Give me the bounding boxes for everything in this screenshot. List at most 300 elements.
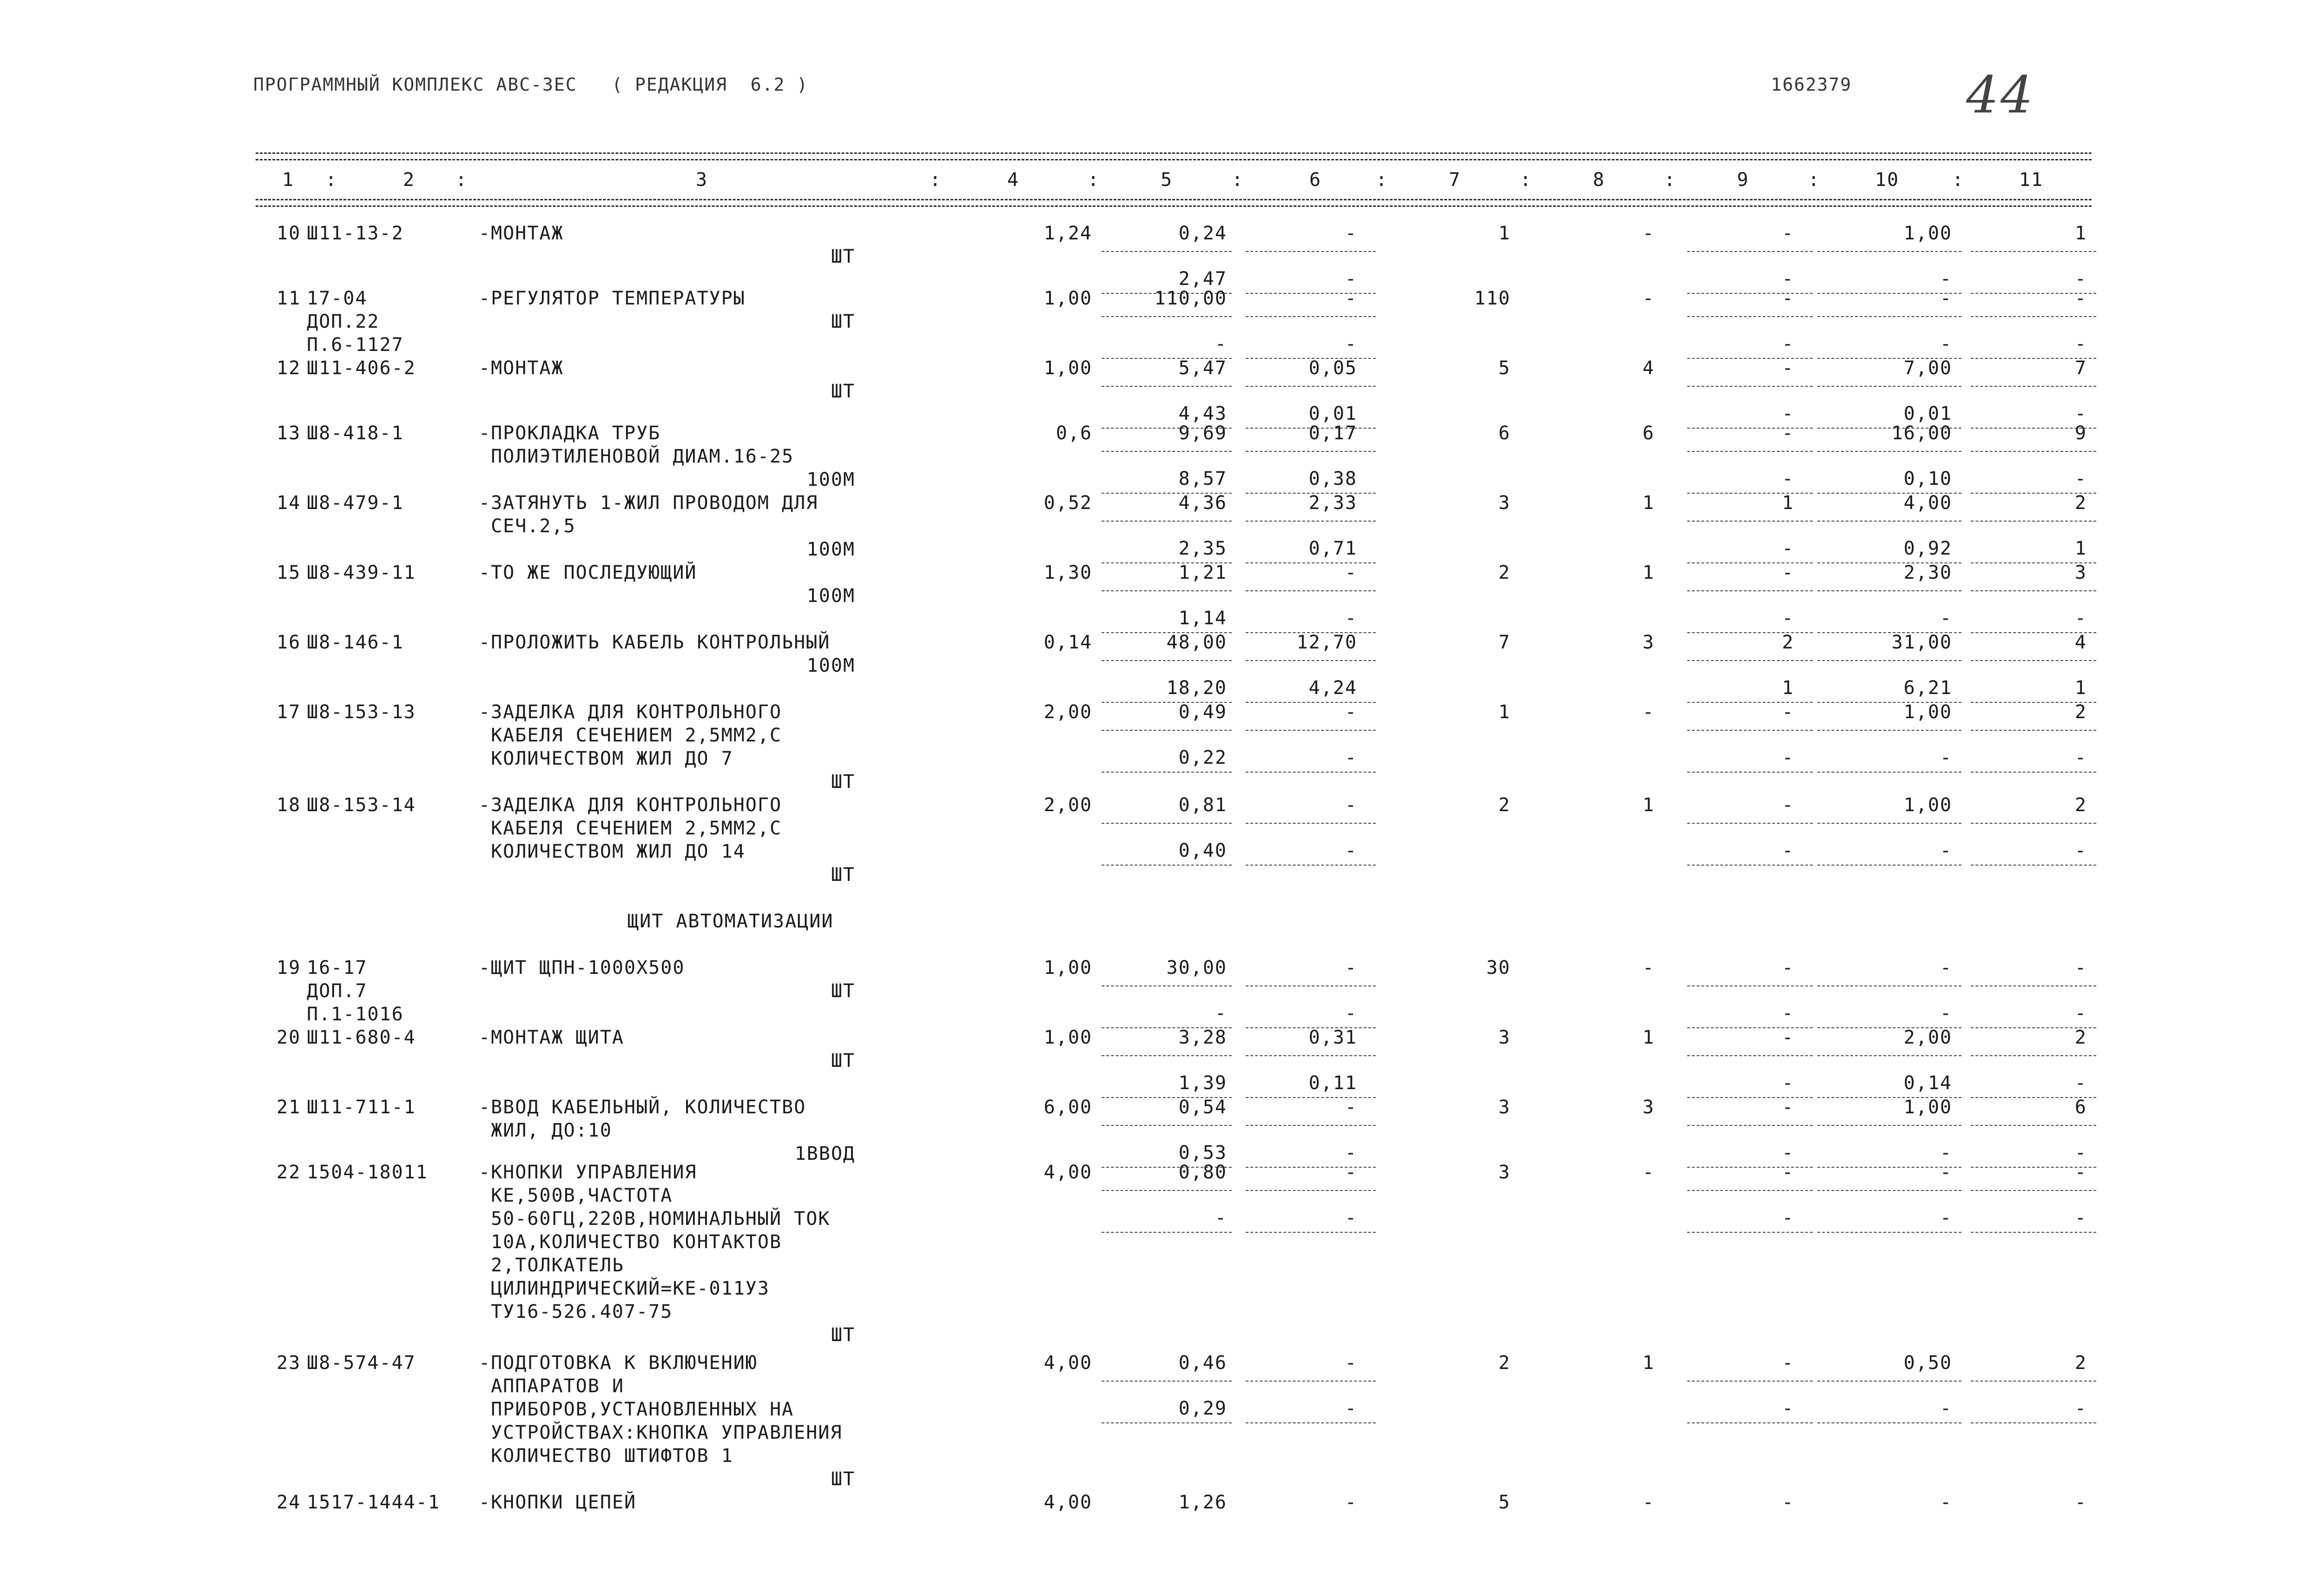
row-c6-divider xyxy=(1246,1190,1376,1191)
row-unit: ШТ xyxy=(831,864,855,886)
row-c11-value-1: 2 xyxy=(2074,492,2087,514)
row-c5-divider xyxy=(1102,590,1232,591)
row-code: Ш8-146-1 xyxy=(307,632,404,653)
row-c10-divider xyxy=(1817,985,1961,986)
row-c9-divider xyxy=(1687,590,1813,591)
row-c5-value-1: 1,26 xyxy=(1178,1492,1227,1513)
column-separator-7: : xyxy=(1520,169,1532,191)
row-number: 16 xyxy=(277,632,301,653)
document-code: 1662379 xyxy=(1771,74,1852,95)
row-c11-value-2: - xyxy=(2074,1072,2087,1094)
row-col8-value: 3 xyxy=(1642,1097,1655,1118)
row-c9-value-1: - xyxy=(1782,957,1794,979)
row-c6-value-1: - xyxy=(1345,562,1357,583)
row-c5-value-2: - xyxy=(1215,333,1227,355)
row-c9-value-2: - xyxy=(1782,538,1794,559)
row-c10-value-1: 1,00 xyxy=(1903,794,1952,816)
row-c11-divider xyxy=(1971,251,2096,252)
row-description: 50-60ГЦ,220В,НОМИНАЛЬНЫЙ ТОК xyxy=(479,1208,831,1230)
column-separator-4: : xyxy=(1088,169,1100,191)
row-c5-value-1: 110,00 xyxy=(1154,288,1227,309)
row-c11-value-2: - xyxy=(2074,1207,2087,1229)
row-description: 10А,КОЛИЧЕСТВО КОНТАКТОВ xyxy=(479,1231,782,1253)
row-col7-value: 7 xyxy=(1498,632,1511,653)
row-c6-divider xyxy=(1246,1125,1376,1126)
row-code: Ш11-711-1 xyxy=(307,1097,416,1118)
row-col7-value: 2 xyxy=(1498,794,1511,816)
row-code: Ш8-153-13 xyxy=(307,701,416,723)
row-col8-value: - xyxy=(1642,701,1655,723)
row-c9-value-1: - xyxy=(1782,357,1794,379)
row-c6-divider xyxy=(1246,521,1376,522)
row-c11-value-2: - xyxy=(2074,1398,2087,1419)
handwritten-page-number: 44 xyxy=(1966,65,2035,125)
row-code: Ш11-406-2 xyxy=(307,357,416,379)
row-c10-value-2: 0,01 xyxy=(1903,403,1952,424)
row-c6-divider-lower xyxy=(1246,865,1376,866)
row-number: 15 xyxy=(277,562,301,583)
row-c6-value-1: - xyxy=(1345,1162,1357,1183)
row-description: -РЕГУЛЯТОР ТЕМПЕРАТУРЫ xyxy=(479,288,746,309)
row-c10-value-2: - xyxy=(1940,1003,1952,1024)
row-c11-value-1: 1 xyxy=(2074,223,2087,244)
row-description: -МОНТАЖ ЩИТА xyxy=(479,1027,624,1048)
row-c10-value-2: - xyxy=(1940,1207,1952,1229)
row-c9-divider xyxy=(1687,1381,1813,1382)
row-c5-value-1: 0,80 xyxy=(1178,1162,1227,1183)
row-c11-value-1: - xyxy=(2074,957,2087,979)
row-c11-divider xyxy=(1971,316,2096,317)
row-description: ТУ16-526.407-75 xyxy=(479,1301,673,1322)
row-c5-divider xyxy=(1102,730,1232,731)
row-c9-divider xyxy=(1687,451,1813,452)
row-c11-divider xyxy=(1971,386,2096,387)
row-coefficient: 1,24 xyxy=(1043,223,1092,244)
row-c11-divider xyxy=(1971,1190,2096,1191)
row-c10-value-2: - xyxy=(1940,840,1952,861)
row-c11-divider xyxy=(1971,521,2096,522)
row-c10-value-2: - xyxy=(1940,333,1952,355)
row-coefficient: 2,00 xyxy=(1043,794,1092,816)
row-col8-value: 3 xyxy=(1642,632,1655,653)
row-c11-value-2: - xyxy=(2074,608,2087,629)
row-c10-value-1: - xyxy=(1940,957,1952,979)
row-number: 19 xyxy=(277,957,301,979)
row-col7-value: 1 xyxy=(1498,701,1511,723)
row-c6-value-1: 12,70 xyxy=(1296,632,1357,653)
row-c5-value-1: 0,54 xyxy=(1178,1097,1227,1118)
row-c10-divider xyxy=(1817,1055,1961,1056)
row-code: 17-04 xyxy=(307,288,368,309)
row-unit: ШТ xyxy=(831,311,855,332)
row-c10-divider-lower xyxy=(1817,1232,1961,1233)
row-c11-value-1: 2 xyxy=(2074,794,2087,816)
row-description: ПОЛИЭТИЛЕНОВОЙ ДИАМ.16-25 xyxy=(479,446,794,467)
row-c11-divider xyxy=(1971,590,2096,591)
row-c5-value-1: 3,28 xyxy=(1178,1027,1227,1048)
row-c10-value-2: - xyxy=(1940,268,1952,290)
column-header-6: 6 xyxy=(1309,169,1322,191)
row-code: 1517-1444-1 xyxy=(307,1492,440,1513)
row-c5-divider xyxy=(1102,1381,1232,1382)
row-c9-divider xyxy=(1687,1055,1813,1056)
row-c6-value-2: - xyxy=(1345,608,1357,629)
row-c6-value-1: 2,33 xyxy=(1308,492,1357,514)
row-c5-value-1: 48,00 xyxy=(1166,632,1227,653)
row-c11-value-2: - xyxy=(2074,268,2087,290)
header-rule-bottom-2 xyxy=(256,205,2092,207)
row-c5-divider xyxy=(1102,823,1232,824)
row-c9-value-2: - xyxy=(1782,1142,1794,1164)
row-c9-divider xyxy=(1687,1190,1813,1191)
row-c6-value-2: 4,24 xyxy=(1308,677,1357,699)
row-c10-divider xyxy=(1817,660,1961,661)
row-c9-value-1: - xyxy=(1782,562,1794,583)
row-c9-value-2: - xyxy=(1782,1003,1794,1024)
column-separator-9: : xyxy=(1808,169,1821,191)
row-c5-value-1: 0,46 xyxy=(1178,1352,1227,1374)
row-c6-value-1: - xyxy=(1345,223,1357,244)
row-col7-value: 3 xyxy=(1498,1162,1511,1183)
row-description: УСТРОЙСТВАХ:КНОПКА УПРАВЛЕНИЯ xyxy=(479,1422,843,1443)
row-coefficient: 0,52 xyxy=(1043,492,1092,514)
row-code: Ш11-13-2 xyxy=(307,223,404,244)
row-number: 11 xyxy=(277,288,301,309)
row-col8-value: 1 xyxy=(1642,1352,1655,1374)
row-c9-value-2: - xyxy=(1782,1072,1794,1094)
row-c10-value-1: - xyxy=(1940,288,1952,309)
row-c11-value-2: - xyxy=(2074,1003,2087,1024)
row-c11-value-2: - xyxy=(2074,1142,2087,1164)
row-description: -ЗАТЯНУТЬ 1-ЖИЛ ПРОВОДОМ ДЛЯ xyxy=(479,492,819,514)
column-header-11: 11 xyxy=(2019,169,2044,191)
row-description: -МОНТАЖ xyxy=(479,223,564,244)
row-coefficient: 2,00 xyxy=(1043,701,1092,723)
row-c6-value-1: - xyxy=(1345,1492,1357,1513)
row-description: СЕЧ.2,5 xyxy=(479,516,576,537)
row-description: -ПРОКЛАДКА ТРУБ xyxy=(479,423,661,444)
row-c9-value-1: - xyxy=(1782,1352,1794,1374)
row-c10-divider xyxy=(1817,1125,1961,1126)
row-coefficient: 4,00 xyxy=(1043,1352,1092,1374)
row-code: Ш8-418-1 xyxy=(307,423,404,444)
row-c5-divider xyxy=(1102,985,1232,986)
row-c6-value-1: - xyxy=(1345,794,1357,816)
row-c6-value-1: - xyxy=(1345,701,1357,723)
row-col8-value: 4 xyxy=(1642,357,1655,379)
row-c6-divider xyxy=(1246,985,1376,986)
row-c10-divider xyxy=(1817,1190,1961,1191)
row-c11-value-2: - xyxy=(2074,468,2087,489)
row-unit: 100М xyxy=(806,539,855,560)
row-description: ПРИБОРОВ,УСТАНОВЛЕННЫХ НА xyxy=(479,1399,794,1420)
row-coefficient: 0,14 xyxy=(1043,632,1092,653)
row-c5-divider xyxy=(1102,451,1232,452)
column-header-1: 1 xyxy=(282,169,295,191)
row-unit: ШТ xyxy=(831,771,855,793)
row-c5-value-1: 1,21 xyxy=(1178,562,1227,583)
row-c11-value-1: - xyxy=(2074,288,2087,309)
row-c5-divider-lower xyxy=(1102,865,1232,866)
row-coefficient: 1,00 xyxy=(1043,957,1092,979)
row-c10-value-2: - xyxy=(1940,1398,1952,1419)
row-number: 10 xyxy=(277,223,301,244)
row-c10-divider xyxy=(1817,451,1961,452)
row-col8-value: 6 xyxy=(1642,423,1655,444)
column-separator-3: : xyxy=(930,169,942,191)
row-c10-divider xyxy=(1817,251,1961,252)
row-code: П.1-1016 xyxy=(307,1004,404,1025)
row-c11-value-1: 2 xyxy=(2074,1352,2087,1374)
row-c6-divider xyxy=(1246,451,1376,452)
row-c11-divider xyxy=(1971,1125,2096,1126)
row-c10-value-2: - xyxy=(1940,1142,1952,1164)
header-rule-top-2 xyxy=(256,159,2092,160)
row-c5-divider xyxy=(1102,1190,1232,1191)
row-c10-divider-lower xyxy=(1817,772,1961,773)
row-c9-value-1: - xyxy=(1782,1162,1794,1183)
row-c6-divider xyxy=(1246,823,1376,824)
row-code: 1504-18011 xyxy=(307,1162,428,1183)
row-c9-value-1: 1 xyxy=(1782,492,1794,514)
row-c9-value-2: - xyxy=(1782,333,1794,355)
row-c5-divider xyxy=(1102,251,1232,252)
row-c5-divider xyxy=(1102,386,1232,387)
row-description: ЖИЛ, ДО:10 xyxy=(479,1120,612,1141)
row-c11-divider xyxy=(1971,730,2096,731)
row-c10-divider xyxy=(1817,823,1961,824)
row-coefficient: 4,00 xyxy=(1043,1492,1092,1513)
row-c5-value-2: 0,29 xyxy=(1178,1398,1227,1419)
row-c10-value-2: 0,10 xyxy=(1903,468,1952,489)
row-number: 23 xyxy=(277,1352,301,1374)
row-c11-value-1: - xyxy=(2074,1492,2087,1513)
row-c6-divider-lower xyxy=(1246,1232,1376,1233)
row-c6-divider xyxy=(1246,590,1376,591)
row-coefficient: 4,00 xyxy=(1043,1162,1092,1183)
row-col8-value: 1 xyxy=(1642,1027,1655,1048)
row-coefficient: 1,30 xyxy=(1043,562,1092,583)
row-c10-value-1: 0,50 xyxy=(1903,1352,1952,1374)
row-c5-value-2: 2,35 xyxy=(1178,538,1227,559)
row-c5-divider xyxy=(1102,521,1232,522)
row-c6-divider xyxy=(1246,730,1376,731)
row-coefficient: 6,00 xyxy=(1043,1097,1092,1118)
row-c9-value-2: - xyxy=(1782,608,1794,629)
row-c9-value-2: - xyxy=(1782,403,1794,424)
row-coefficient: 1,00 xyxy=(1043,1027,1092,1048)
row-col8-value: 1 xyxy=(1642,492,1655,514)
row-c6-value-2: - xyxy=(1345,1003,1357,1024)
row-c6-value-1: - xyxy=(1345,1352,1357,1374)
column-header-3: 3 xyxy=(695,169,708,191)
row-c10-divider xyxy=(1817,590,1961,591)
row-col7-value: 5 xyxy=(1498,1492,1511,1513)
row-c9-value-1: - xyxy=(1782,1492,1794,1513)
row-c9-divider xyxy=(1687,660,1813,661)
row-unit: ШТ xyxy=(831,980,855,1002)
row-c6-value-1: - xyxy=(1345,957,1357,979)
row-col8-value: - xyxy=(1642,288,1655,309)
row-col7-value: 5 xyxy=(1498,357,1511,379)
header-rule-bottom xyxy=(256,199,2092,200)
column-separator-5: : xyxy=(1232,169,1244,191)
row-col8-value: - xyxy=(1642,1162,1655,1183)
row-c5-value-1: 5,47 xyxy=(1178,357,1227,379)
column-separator-1: : xyxy=(325,169,338,191)
row-c5-divider xyxy=(1102,1055,1232,1056)
row-c11-divider-lower xyxy=(1971,1232,2096,1233)
row-description: АППАРАТОВ И xyxy=(479,1375,624,1397)
row-c11-divider-lower xyxy=(1971,772,2096,773)
row-description: -ЩИТ ЩПН-1000Х500 xyxy=(479,957,685,979)
row-c11-value-1: 3 xyxy=(2074,562,2087,583)
row-c10-divider xyxy=(1817,730,1961,731)
row-c5-value-2: 0,40 xyxy=(1178,840,1227,861)
row-c5-value-2: 1,39 xyxy=(1178,1072,1227,1094)
row-c9-value-2: 1 xyxy=(1782,677,1794,699)
row-c10-value-2: - xyxy=(1940,608,1952,629)
row-c5-divider-lower xyxy=(1102,1422,1232,1423)
row-col8-value: 1 xyxy=(1642,794,1655,816)
row-c9-value-1: - xyxy=(1782,1097,1794,1118)
row-c5-value-2: 4,43 xyxy=(1178,403,1227,424)
column-header-7: 7 xyxy=(1448,169,1461,191)
row-c10-value-1: - xyxy=(1940,1492,1952,1513)
row-c6-value-2: - xyxy=(1345,1207,1357,1229)
row-code: П.6-1127 xyxy=(307,334,404,356)
row-c11-divider xyxy=(1971,1055,2096,1056)
row-c11-value-1: 2 xyxy=(2074,701,2087,723)
header-rule-top xyxy=(256,152,2092,154)
row-c11-value-1: 4 xyxy=(2074,632,2087,653)
row-c9-divider xyxy=(1687,823,1813,824)
row-unit: ШТ xyxy=(831,1468,855,1490)
row-code: Ш11-680-4 xyxy=(307,1027,416,1048)
row-c6-divider-lower xyxy=(1246,772,1376,773)
row-c5-value-1: 4,36 xyxy=(1178,492,1227,514)
row-c11-value-1: 2 xyxy=(2074,1027,2087,1048)
row-col7-value: 110 xyxy=(1474,288,1511,309)
row-col7-value: 30 xyxy=(1486,957,1511,979)
row-c11-value-2: 1 xyxy=(2074,538,2087,559)
row-unit: 100М xyxy=(806,655,855,676)
row-col7-value: 3 xyxy=(1498,1027,1511,1048)
row-number: 20 xyxy=(277,1027,301,1048)
row-c11-value-1: - xyxy=(2074,1162,2087,1183)
row-c10-divider xyxy=(1817,521,1961,522)
row-unit: 1ВВОД xyxy=(794,1143,855,1164)
row-c10-value-1: - xyxy=(1940,1162,1952,1183)
row-description: КОЛИЧЕСТВО ШТИФТОВ 1 xyxy=(479,1445,733,1467)
row-col8-value: - xyxy=(1642,1492,1655,1513)
row-description: КОЛИЧЕСТВОМ ЖИЛ ДО 14 xyxy=(479,841,746,862)
row-c6-value-1: 0,31 xyxy=(1308,1027,1357,1048)
row-c6-value-2: - xyxy=(1345,747,1357,768)
row-col7-value: 2 xyxy=(1498,562,1511,583)
row-c9-value-1: - xyxy=(1782,288,1794,309)
row-c6-value-2: 0,71 xyxy=(1308,538,1357,559)
row-c5-value-2: 0,53 xyxy=(1178,1142,1227,1164)
row-c6-value-1: - xyxy=(1345,1097,1357,1118)
row-c9-divider xyxy=(1687,1125,1813,1126)
row-c10-value-1: 1,00 xyxy=(1903,1097,1952,1118)
row-c10-divider xyxy=(1817,386,1961,387)
row-unit: 100М xyxy=(806,469,855,490)
row-c9-value-1: - xyxy=(1782,223,1794,244)
row-c9-divider-lower xyxy=(1687,865,1813,866)
row-description: -ЗАДЕЛКА ДЛЯ КОНТРОЛЬНОГО xyxy=(479,794,782,816)
row-c6-value-1: 0,17 xyxy=(1308,423,1357,444)
row-description: -МОНТАЖ xyxy=(479,357,564,379)
row-c9-value-2: - xyxy=(1782,1207,1794,1229)
row-c11-divider-lower xyxy=(1971,865,2096,866)
column-header-8: 8 xyxy=(1592,169,1605,191)
section-title: ЩИТ АВТОМАТИЗАЦИИ xyxy=(627,911,834,932)
row-c6-divider xyxy=(1246,251,1376,252)
row-c11-value-2: - xyxy=(2074,747,2087,768)
row-number: 21 xyxy=(277,1097,301,1118)
row-c9-divider-lower xyxy=(1687,1422,1813,1423)
row-c5-value-1: 9,69 xyxy=(1178,423,1227,444)
column-header-10: 10 xyxy=(1875,169,1900,191)
row-col8-value: - xyxy=(1642,957,1655,979)
row-c5-divider xyxy=(1102,316,1232,317)
row-c5-value-1: 30,00 xyxy=(1166,957,1227,979)
row-c5-divider-lower xyxy=(1102,1232,1232,1233)
row-c6-value-2: - xyxy=(1345,268,1357,290)
row-c10-value-1: 16,00 xyxy=(1891,423,1952,444)
row-c9-value-1: - xyxy=(1782,423,1794,444)
row-c5-divider xyxy=(1102,660,1232,661)
row-c9-divider xyxy=(1687,521,1813,522)
row-c10-value-1: 31,00 xyxy=(1891,632,1952,653)
row-c10-divider-lower xyxy=(1817,865,1961,866)
row-c10-value-1: 2,00 xyxy=(1903,1027,1952,1048)
row-col7-value: 6 xyxy=(1498,423,1511,444)
row-c5-value-1: 0,49 xyxy=(1178,701,1227,723)
row-c6-value-2: - xyxy=(1345,333,1357,355)
row-c10-value-1: 1,00 xyxy=(1903,701,1952,723)
row-number: 14 xyxy=(277,492,301,514)
row-c6-value-2: 0,38 xyxy=(1308,468,1357,489)
row-c10-value-2: 0,14 xyxy=(1903,1072,1952,1094)
row-c6-value-2: 0,01 xyxy=(1308,403,1357,424)
row-description: ЦИЛИНДРИЧЕСКИЙ=КЕ-011У3 xyxy=(479,1278,770,1299)
row-code: ДОП.22 xyxy=(307,311,380,332)
row-c5-divider-lower xyxy=(1102,772,1232,773)
row-c5-value-1: 0,81 xyxy=(1178,794,1227,816)
row-unit: 100М xyxy=(806,585,855,607)
row-description: -ВВОД КАБЕЛЬНЫЙ, КОЛИЧЕСТВО xyxy=(479,1097,806,1118)
row-c9-value-1: - xyxy=(1782,701,1794,723)
row-c10-value-1: 1,00 xyxy=(1903,223,1952,244)
row-c5-value-2: 8,57 xyxy=(1178,468,1227,489)
column-separator-8: : xyxy=(1664,169,1677,191)
column-separator-2: : xyxy=(456,169,468,191)
row-c6-divider xyxy=(1246,316,1376,317)
row-c9-value-1: 2 xyxy=(1782,632,1794,653)
row-c11-value-2: - xyxy=(2074,333,2087,355)
row-code: Ш8-153-14 xyxy=(307,794,416,816)
row-c9-divider-lower xyxy=(1687,772,1813,773)
row-unit: ШТ xyxy=(831,1324,855,1346)
row-c9-value-2: - xyxy=(1782,840,1794,861)
row-c9-value-1: - xyxy=(1782,1027,1794,1048)
row-c5-value-1: 0,24 xyxy=(1178,223,1227,244)
row-code: 16-17 xyxy=(307,957,368,979)
row-c11-value-2: 1 xyxy=(2074,677,2087,699)
